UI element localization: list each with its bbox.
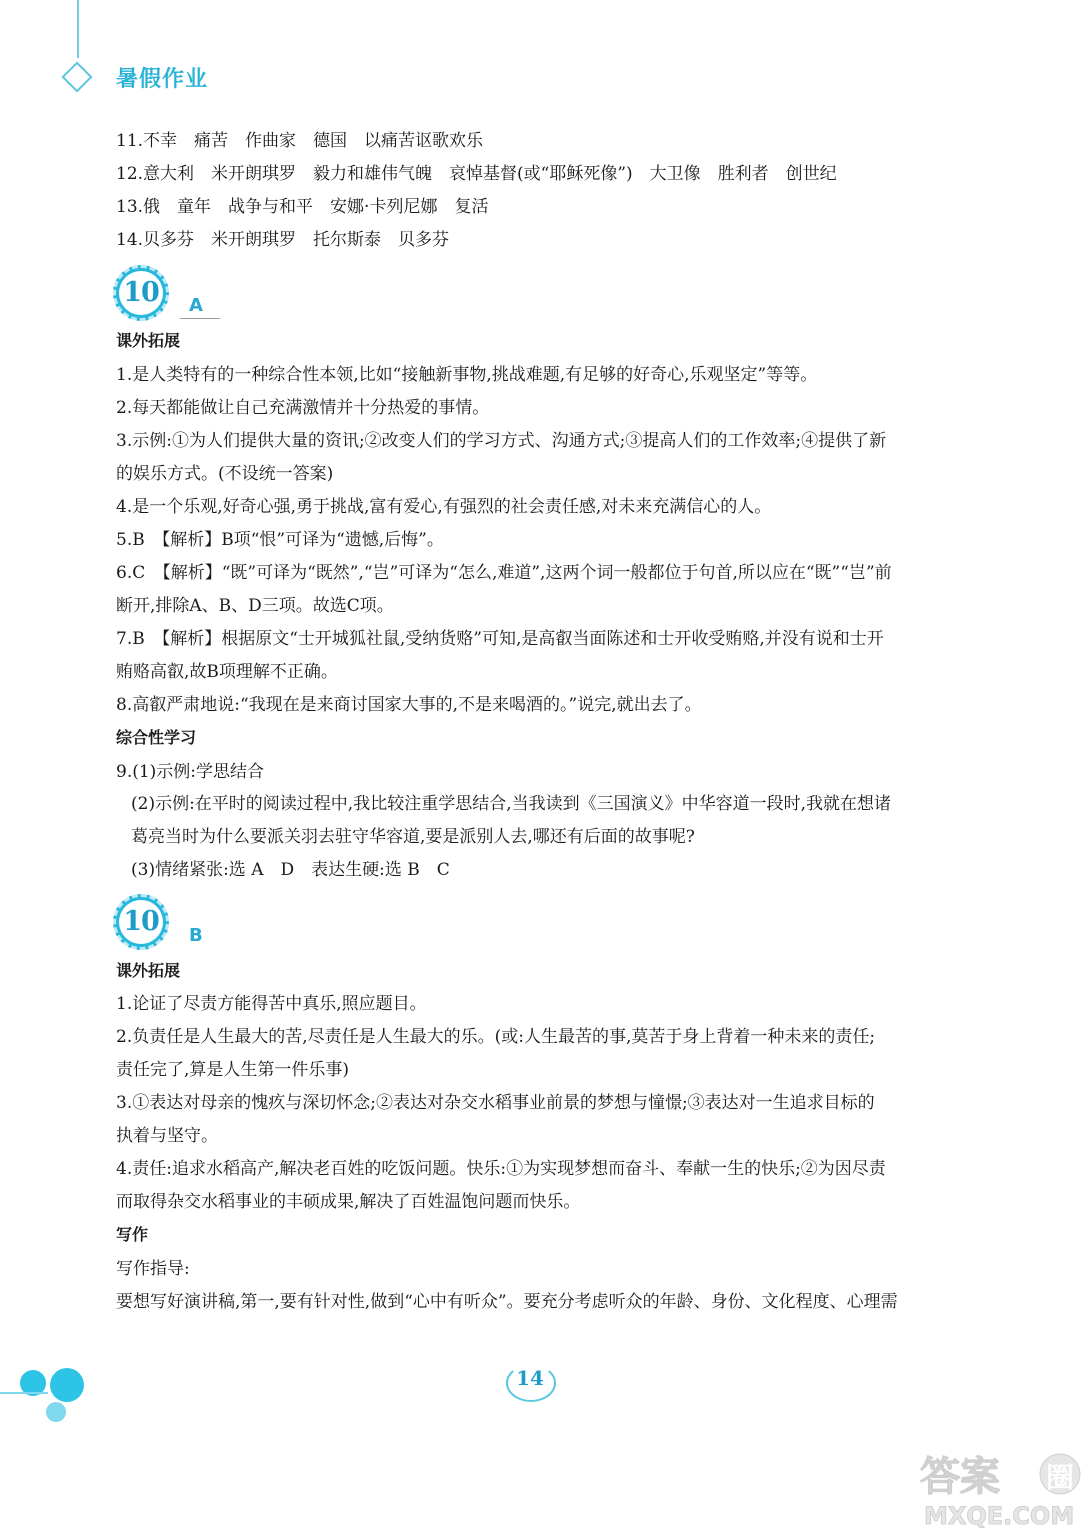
answer-line: 葛亮当时为什么要派关羽去驻守华容道,要是派别人去,哪还有后面的故事呢? bbox=[131, 827, 695, 847]
answer-line: 4.是一个乐观,好奇心强,勇于挑战,富有爱心,有强烈的社会责任感,对未来充满信心的人。 bbox=[116, 497, 772, 517]
bubble-decoration bbox=[46, 1402, 66, 1422]
header-title: 暑假作业 bbox=[116, 67, 209, 92]
answer-line: 责任完了,算是人生第一件乐事) bbox=[116, 1060, 350, 1080]
answer-line: 写作指导: bbox=[116, 1259, 190, 1279]
answer-line: 3.示例:①为人们提供大量的资讯;②改变人们的学习方式、沟通方式;③提高人们的工作效率;④提供了新 bbox=[116, 431, 887, 451]
diamond-icon bbox=[61, 61, 92, 92]
answer-line: 11.不幸 痛苦 作曲家 德国 以痛苦讴歌欢乐 bbox=[116, 131, 484, 151]
answer-line: 5.B 【解析】B项“恨”可译为“遗憾,后悔”。 bbox=[116, 530, 444, 550]
section-title: 写作 bbox=[116, 1225, 149, 1244]
answer-line: 1.论证了尽责方能得苦中真乐,照应题目。 bbox=[116, 994, 427, 1014]
watermark-icon bbox=[910, 1444, 1086, 1530]
watermark-logo bbox=[910, 1444, 1086, 1530]
badge-letter-a: A bbox=[189, 295, 203, 316]
answer-line: 4.责任:追求水稻高产,解决老百姓的吃饭问题。快乐:①为实现梦想而奋斗、奉献一生的快乐;②为因尽责 bbox=[116, 1159, 886, 1179]
answer-line: 12.意大利 米开朗琪罗 毅力和雄伟气魄 哀悼基督(或“耶稣死像”) 大卫像 胜利者 创世纪 bbox=[116, 164, 837, 184]
badge-letter-b: B bbox=[189, 925, 203, 946]
bubble-decoration bbox=[50, 1368, 84, 1402]
section-title: 课外拓展 bbox=[116, 961, 181, 980]
answer-line: (3)情绪紧张:选 A D 表达生硬:选 B C bbox=[131, 860, 450, 880]
answer-line: 8.高叡严肃地说:“我现在是来商讨国家大事的,不是来喝酒的。”说完,就出去了。 bbox=[116, 695, 702, 715]
answer-line: 要想写好演讲稿,第一,要有针对性,做到“心中有听众”。要充分考虑听众的年龄、身份、文化程度、心理需 bbox=[116, 1292, 898, 1312]
lesson-badge-a bbox=[113, 265, 175, 327]
section-title: 课外拓展 bbox=[116, 331, 181, 350]
answer-line: 7.B 【解析】根据原文“士开城狐社鼠,受纳货赂”可知,是高叡当面陈述和士开收受贿赂,并没有说和士开 bbox=[116, 629, 884, 649]
svg-text:MXQE.COM: MXQE.COM bbox=[924, 1502, 1075, 1530]
section-title: 综合性学习 bbox=[116, 728, 197, 747]
svg-text:答案: 答案 bbox=[920, 1454, 1000, 1500]
answer-line: 贿赂高叡,故B项理解不正确。 bbox=[116, 662, 338, 682]
badge-number: 10 bbox=[119, 271, 163, 315]
answer-line: 断开,排除A、B、D三项。故选C项。 bbox=[116, 596, 394, 616]
answer-line: 2.每天都能做让自己充满激情并十分热爱的事情。 bbox=[116, 398, 490, 418]
answer-line: 的娱乐方式。(不设统一答案) bbox=[116, 464, 334, 484]
page-number-block bbox=[502, 1358, 558, 1402]
answer-line: 6.C 【解析】“既”可译为“既然”,“岂”可译为“怎么,难道”,这两个词一般都位于句首,所以应在“既”“岂”前 bbox=[116, 563, 892, 583]
answer-line: 13.俄 童年 战争与和平 安娜·卡列尼娜 复活 bbox=[116, 197, 489, 217]
answer-line: 1.是人类特有的一种综合性本领,比如“接触新事物,挑战难题,有足够的好奇心,乐观坚定”等等。 bbox=[116, 365, 818, 385]
answer-line: 9.(1)示例:学思结合 bbox=[116, 762, 265, 782]
svg-text:圈: 圈 bbox=[1046, 1461, 1075, 1494]
answer-line: (2)示例:在平时的阅读过程中,我比较注重学思结合,当我读到《三国演义》中华容道一段时,我就在想诸 bbox=[131, 794, 892, 814]
lesson-badge-b bbox=[113, 894, 175, 956]
badge-underline bbox=[180, 318, 220, 319]
page-number: 14 bbox=[516, 1366, 544, 1390]
answer-line: 而取得杂交水稻事业的丰硕成果,解决了百姓温饱问题而快乐。 bbox=[116, 1192, 581, 1212]
answer-line: 3.①表达对母亲的愧疚与深切怀念;②表达对杂交水稻事业前景的梦想与憧憬;③表达对一生追求目标的 bbox=[116, 1093, 875, 1113]
bubble-stem bbox=[0, 1392, 48, 1394]
badge-number: 10 bbox=[119, 900, 163, 944]
header-vertical-line bbox=[77, 0, 79, 58]
answer-line: 2.负责任是人生最大的苦,尽责任是人生最大的乐。(或:人生最苦的事,莫苦于身上背着一种未来的责任; bbox=[116, 1027, 876, 1047]
answer-line: 执着与坚守。 bbox=[116, 1126, 218, 1146]
answer-line: 14.贝多芬 米开朗琪罗 托尔斯泰 贝多芬 bbox=[116, 230, 450, 250]
